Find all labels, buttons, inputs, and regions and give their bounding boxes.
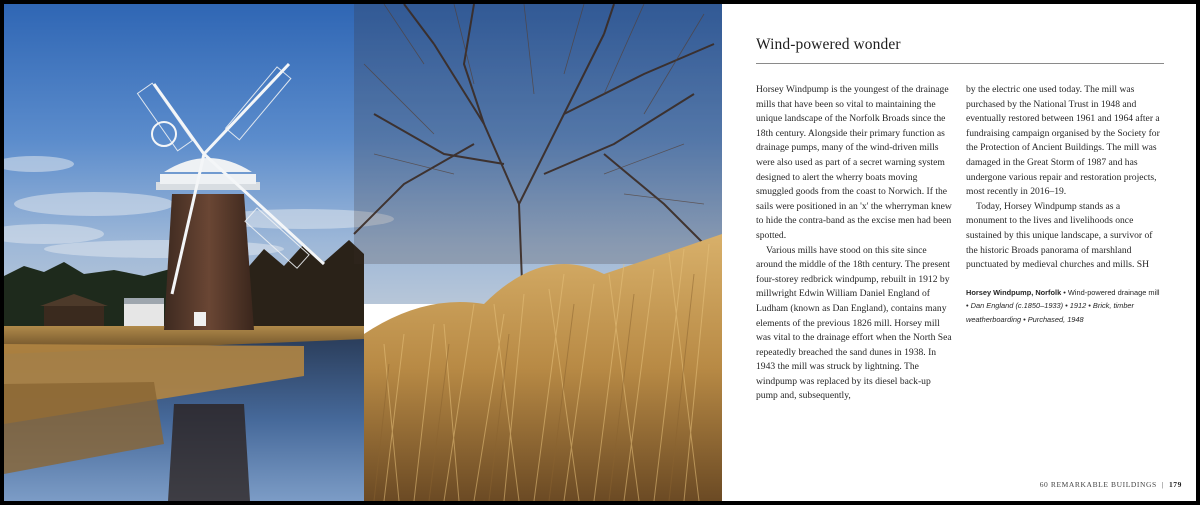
text-column-1: [756, 83, 952, 404]
page-number: 179: [1168, 480, 1182, 489]
paragraph: Various mills have stood on this site since around the middle of the 18th century. The present four-storey redbrick windpump, rebuilt in 1912 by millwright Edwin William Daniel England of Ludham (known as Dan England), contains many elements of the previous 1826 mill. Horsey mill was vital to the drainage effort when the North Sea repeatedly breached the sand dunes in 1938. In 1943 the mill was struck by lightning. The windpump was replaced by its diesel back-up pump and, subsequently,: [756, 244, 952, 402]
caption-title: Horsey Windpump, Norfolk: [966, 287, 1062, 297]
page-title: Wind-powered wonder: [756, 36, 901, 53]
paragraph: Horsey Windpump is the youngest of the drainage mills that have been so vital to maintaining the unique landscape of the Norfolk Broads since the 18th century. Alongside their primary function as drainage pumps, many of the wind-driven mills were also used as part of a secret warning system designed to alert the wherry boats moving smuggled goods from the coast to Norwich. If the sails were positioned in an 'x' the wherryman knew to hide the contra-band as the excise men had been spotted.: [756, 84, 952, 241]
book-title: 60 REMARKABLE BUILDINGS: [1039, 480, 1157, 489]
text-page: [726, 4, 1196, 501]
text-column-2: [966, 83, 1162, 326]
title-divider: [756, 63, 1164, 64]
book-spread: [4, 4, 1196, 501]
caption-details: Dan England (c.1850–1933) • 1912 • Brick, timber weatherboarding • Purchased, 1948: [966, 301, 1135, 324]
photo-caption: [966, 286, 1162, 327]
windmill-landscape-image: [4, 4, 722, 501]
page-footer: [1040, 480, 1182, 489]
windmill-photo: [4, 4, 722, 501]
paragraph: Today, Horsey Windpump stands as a monument to the lives and livelihoods once sustained by this unique landscape, a survivor of the historic Broads panorama of marshland punctuated by medieval churches and mills. SH: [966, 200, 1153, 271]
paragraph: by the electric one used today. The mill was purchased by the National Trust in 1948 and eventually restored between 1961 and 1964 after a fundraising campaign organised by the Society for the Protection of Ancient Buildings. The mill was damaged in the Great Storm of 1987 and has undergone various repair and restoration projects, most recently in 2016–19.: [966, 84, 1160, 198]
caption-type: • Wind-powered drainage mill •: [966, 287, 1160, 311]
footer-separator: |: [1161, 480, 1164, 489]
